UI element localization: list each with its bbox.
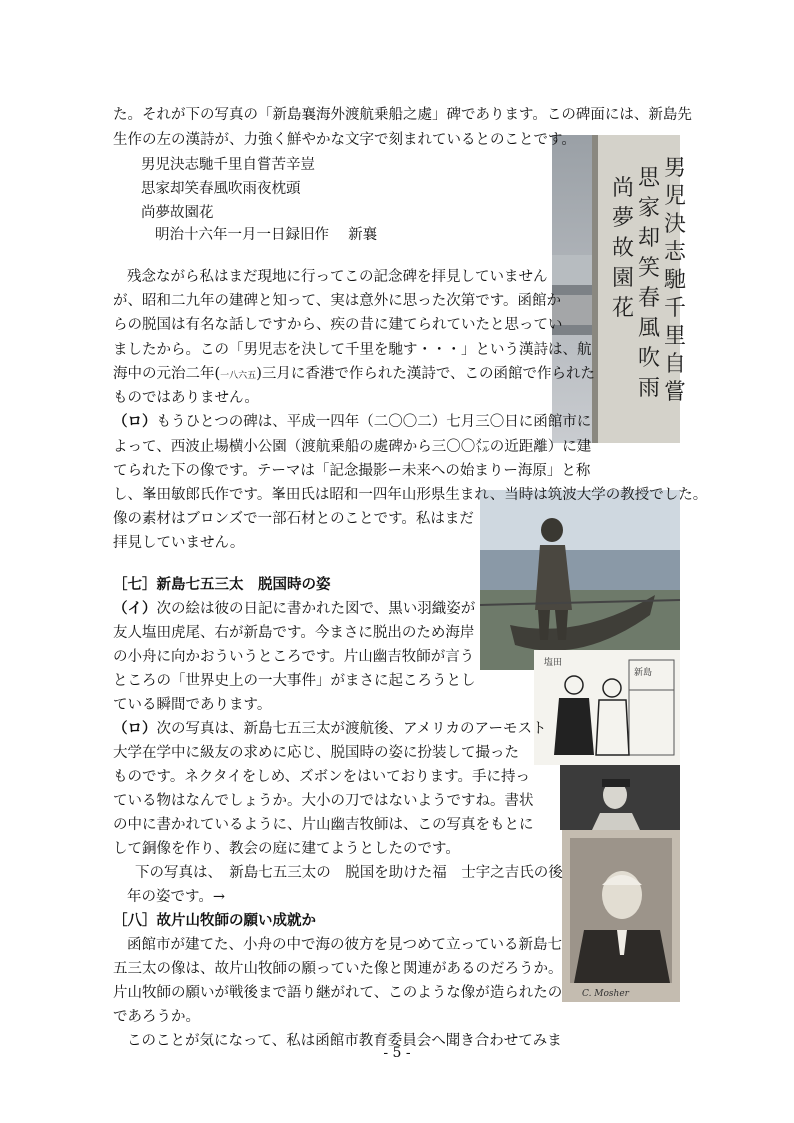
- body-line: [113, 717, 547, 741]
- svg-text:雨: 雨: [638, 376, 661, 401]
- body-line: ものです。ネクタイをしめ、ズボンをはいております。手に持っ: [113, 769, 531, 785]
- body-line: 像の素材はブロンズで一部石材とのことです。私はまだ: [113, 511, 474, 527]
- body-line: ましたから。この「男児志を決して千里を馳す・・・」という漢詩は、航: [113, 342, 592, 358]
- svg-text:男: 男: [664, 156, 687, 181]
- body-line: 函館市が建てた、小舟の中で海の彼方を見つめて立っている新島七: [127, 937, 562, 953]
- svg-text:自: 自: [664, 352, 687, 377]
- body-line: ている瞬間であります。: [113, 697, 272, 713]
- student-photo: [560, 765, 680, 830]
- body-line: ものではありません。: [113, 390, 259, 406]
- svg-text:志: 志: [664, 240, 687, 265]
- text-segment: 次の絵は彼の日記に書かれた図で、黒い羽織姿が: [156, 601, 476, 617]
- body-line: [113, 410, 591, 434]
- svg-text:馳: 馳: [664, 268, 687, 293]
- text-segment: 海中の元治二年(: [113, 366, 221, 382]
- text-segment: もうひとつの碑は、平成一四年（二〇〇二）七月三〇日に函館市に: [156, 414, 592, 430]
- item-label: （イ）: [113, 600, 157, 617]
- portrait-photo: [562, 830, 680, 1002]
- year-note: 一八六五: [220, 371, 257, 381]
- body-line: 友人塩田虎尾、右が新島です。今まさに脱出のため海岸: [113, 625, 475, 641]
- svg-text:嘗: 嘗: [664, 380, 687, 405]
- monument-photo: [552, 135, 687, 443]
- svg-text:夢: 夢: [612, 206, 635, 231]
- body-line: して銅像を作り、教会の庭に建てようとしたのです。: [113, 841, 460, 857]
- svg-text:笑: 笑: [638, 256, 661, 281]
- svg-text:風: 風: [638, 316, 661, 341]
- body-line: このことが気になって、私は函館市教育委員会へ聞き合わせてみま: [127, 1033, 562, 1049]
- page-number: - 5 -: [383, 1045, 411, 1061]
- body-line: の小舟に向かおういうところです。片山幽吉牧師が言う: [113, 649, 475, 665]
- item-label: （ロ）: [113, 720, 157, 737]
- body-line: し、峯田敏郎氏作です。峯田氏は昭和一四年山形県生まれ、当時は筑波大学の教授でした。: [113, 487, 708, 503]
- svg-text:花: 花: [612, 296, 635, 321]
- section-heading: ［八］故片山牧師の願い成就か: [113, 912, 316, 929]
- body-line: の中に書かれているように、片山幽吉牧師は、この写真をもとに: [113, 817, 534, 833]
- body-line: 五三太の像は、故片山牧師の願っていた像と関連があるのだろうか。: [113, 961, 563, 977]
- svg-text:吹: 吹: [638, 346, 661, 371]
- svg-text:里: 里: [664, 324, 687, 349]
- svg-text:千: 千: [664, 296, 687, 321]
- svg-text:春: 春: [638, 286, 661, 311]
- statue-photo: [480, 490, 680, 670]
- svg-text:新島: 新島: [634, 668, 653, 678]
- body-line: らの脱国は有名な話しですから、疾の昔に建てられていたと思ってい: [113, 317, 563, 333]
- body-line: てられた下の像です。テーマは「記念撮影ー未来への始まりー海原」と称: [113, 463, 591, 479]
- body-line: 下の写真は、 新島七五三太の 脱国を助けた福 士宇之吉氏の後: [135, 865, 563, 881]
- body-line: 生作の左の漢詩が、力強く鮮やかな文字で刻まれているとのことです。: [113, 132, 576, 148]
- svg-text:塩田: 塩田: [544, 658, 563, 668]
- body-line: ところの「世界史上の一大事件」がまさに起ころうとし: [113, 673, 476, 689]
- poem-line: 思家却笑春風吹雨夜枕頭: [141, 181, 301, 197]
- body-line: 片山牧師の願いが戦後まで語り継がれて、このような像が造られたの: [113, 985, 563, 1001]
- text-segment: )三月に香港で作られた漢詩で、この函館で作られた: [256, 366, 596, 382]
- svg-text:C. Mosher: C. Mosher: [582, 989, 629, 999]
- poem-line: 尚夢故園花: [141, 205, 214, 221]
- svg-text:尚: 尚: [612, 176, 635, 201]
- body-line: [113, 362, 595, 388]
- svg-text:思: 思: [638, 166, 661, 191]
- text-segment: 次の写真は、新島七五三太が渡航後、アメリカのアーモスト: [156, 721, 547, 737]
- diary-sketch: [534, 650, 680, 765]
- svg-text:園: 園: [612, 266, 635, 291]
- poem-signature: 明治十六年一月一日録旧作 新襄: [155, 227, 378, 243]
- body-line: が、昭和二九年の建碑と知って、実は意外に思った次第です。函館か: [113, 293, 562, 309]
- body-line: 拝見していません。: [113, 535, 245, 551]
- svg-text:児: 児: [664, 184, 687, 209]
- body-line: た。それが下の写真の「新島襄海外渡航乗船之處」碑であります。この碑面には、新島先: [113, 107, 692, 123]
- body-line: であろうか。: [113, 1009, 200, 1025]
- svg-text:家: 家: [638, 196, 661, 221]
- svg-text:故: 故: [612, 236, 635, 261]
- svg-text:却: 却: [638, 226, 661, 251]
- item-label: （ロ）: [113, 413, 157, 430]
- poem-line: 男児決志馳千里自嘗苦辛豈: [141, 157, 315, 173]
- body-line: ている物はなんでしょうか。大小の刀ではないようですね。書状: [113, 793, 534, 809]
- body-line: 残念ながら私はまだ現地に行ってこの記念碑を拝見していません: [127, 269, 548, 285]
- svg-text:決: 決: [664, 212, 687, 237]
- body-line: 大学在学中に級友の求めに応じ、脱国時の姿に扮装して撮った: [113, 745, 519, 761]
- body-line: [113, 597, 475, 621]
- body-line: 年の姿です。→: [127, 889, 225, 905]
- section-heading: ［七］新島七五三太 脱国時の姿: [113, 576, 331, 593]
- body-line: よって、西波止場横小公園（渡航乗船の處碑から三〇〇㍍の近距離）に建: [113, 439, 592, 455]
